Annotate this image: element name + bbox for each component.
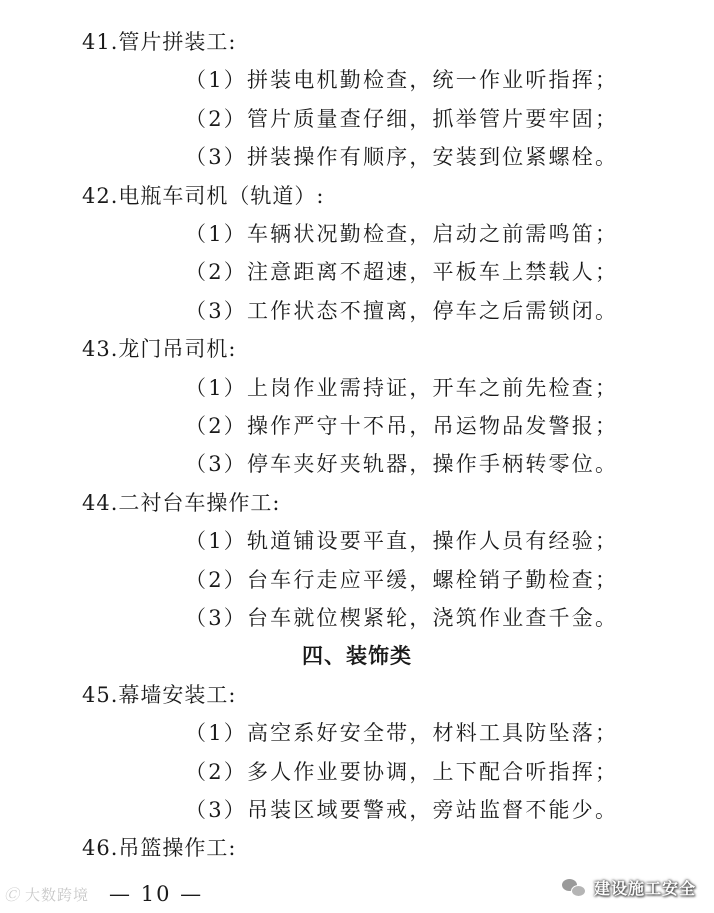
list-item: （3）吊装区域要警戒，旁站监督不能少。 (185, 798, 619, 822)
page-number: — 10 — (109, 882, 204, 906)
list-item: （1）轨道铺设要平直，操作人员有经验； (185, 529, 619, 553)
job-heading: 45.幕墙安装工: (82, 683, 237, 707)
job-heading: 41.管片拼装工: (82, 30, 237, 54)
job-heading: 44.二衬台车操作工: (82, 491, 281, 515)
watermark-logo: Ⓒ (4, 885, 20, 904)
page-footer (4, 879, 203, 909)
list-item: （2）多人作业要协调，上下配合听指挥； (185, 760, 619, 784)
wechat-icon (562, 877, 586, 897)
account-name: 建设施工安全 (593, 878, 696, 898)
list-item: （1）车辆状况勤检查，启动之前需鸣笛； (185, 222, 619, 246)
job-heading: 42.电瓶车司机（轨道）: (82, 184, 325, 208)
list-item: （2）操作严守十不吊，吊运物品发警报； (185, 414, 619, 438)
watermark-text: 大数跨境 (25, 885, 90, 904)
list-item: （1）上岗作业需持证，开车之前先检查； (185, 376, 619, 400)
list-item: （1）拼装电机勤检查，统一作业听指挥； (185, 68, 619, 92)
job-heading: 43.龙门吊司机: (82, 337, 237, 361)
list-item: （2）注意距离不超速，平板车上禁载人； (185, 260, 619, 284)
section-title: 四、装饰类 (302, 644, 412, 668)
wechat-account-badge[interactable] (562, 872, 696, 902)
list-item: （3）工作状态不擅离，停车之后需锁闭。 (185, 299, 619, 323)
list-item: （3）台车就位楔紧轮，浇筑作业查千金。 (185, 606, 619, 630)
list-item: （1）高空系好安全带，材料工具防坠落； (185, 721, 619, 745)
list-item: （2）台车行走应平缓，螺栓销子勤检查； (185, 568, 619, 592)
list-item: （3）拼装操作有顺序，安装到位紧螺栓。 (185, 145, 619, 169)
list-item: （2）管片质量查仔细，抓举管片要牢固； (185, 107, 619, 131)
job-heading: 46.吊篮操作工: (82, 836, 237, 860)
list-item: （3）停车夹好夹轨器，操作手柄转零位。 (185, 452, 619, 476)
